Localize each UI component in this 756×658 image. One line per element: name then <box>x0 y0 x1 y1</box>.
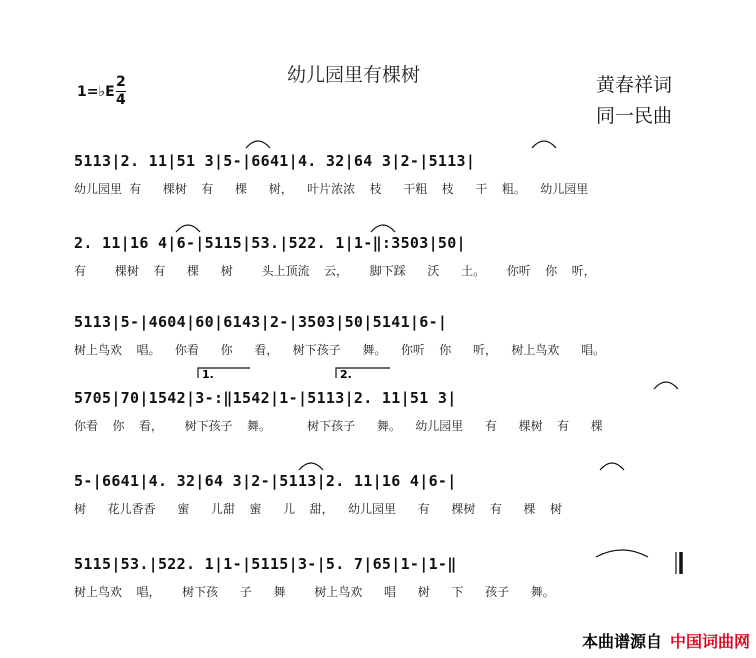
volta-label-2: 2. <box>340 368 352 381</box>
notes-line: 5113|2. 11|51 3|5-|6641|4. 32|64 3|2-|5113| <box>74 152 476 170</box>
lyrics-line: 树上鸟欢 唱。 你看 你 看， 树下孩子 舞。 你听 你 听， 树上鸟欢 唱。 <box>74 343 606 357</box>
lyrics-line: 有 棵树 有 棵 树 头上顶流 云， 脚下踩 沃 土。 你听 你 听， <box>74 264 596 278</box>
tie-mark <box>596 550 648 557</box>
notes-line: 5705|70|1542|3-:‖1542|1-|5113|2. 11|51 3| <box>74 389 457 407</box>
slur-mark <box>600 463 624 470</box>
volta-label-1: 1. <box>202 368 214 381</box>
lyrics-line: 你看 你 看， 树下孩子 舞。 树下孩子 舞。 幼儿园里 有 棵树 有 棵 <box>74 419 603 433</box>
key-signature: 1=♭E <box>77 84 115 100</box>
slur-mark <box>176 225 200 232</box>
lyrics-line: 树上鸟欢 唱， 树下孩 子 舞 树上鸟欢 唱 树 下 孩子 舞。 <box>74 585 555 599</box>
source-site-link[interactable]: 中国词曲网 <box>669 632 750 651</box>
notes-line: 2. 11|16 4|6-|5115|53.|522. 1|1-‖:3503|50| <box>74 234 466 252</box>
source-label: 本曲谱源自 <box>581 632 662 651</box>
lyrics-line: 幼儿园里 有 棵树 有 棵 树， 叶片浓浓 枝 干粗 枝 干 粗。 幼儿园里 <box>74 182 589 196</box>
lyrics-line: 树 花儿香香 蜜 儿甜 蜜 儿 甜， 幼儿园里 有 棵树 有 棵 树 <box>74 502 562 516</box>
song-title: 幼儿园里有棵树 <box>287 64 421 86</box>
composer-credit: 同一民曲 <box>596 105 673 127</box>
notes-line: 5113|5-|4604|60|6143|2-|3503|50|5141|6-| <box>74 313 448 331</box>
source-footer <box>582 629 750 652</box>
notes-line: 5115|53.|522. 1|1-|5115|3-|5. 7|65|1-|1-‖ <box>74 555 457 573</box>
time-signature-top: 2 <box>116 74 126 90</box>
lyricist-credit: 黄春祥词 <box>596 74 673 96</box>
slur-mark <box>246 141 270 148</box>
time-signature-bottom: 4 <box>116 92 126 108</box>
slur-mark <box>532 141 556 148</box>
slur-mark <box>371 225 395 232</box>
slur-mark <box>654 382 678 389</box>
notes-line: 5-|6641|4. 32|64 3|2-|5113|2. 11|16 4|6-| <box>74 472 457 490</box>
slur-mark <box>299 463 323 470</box>
